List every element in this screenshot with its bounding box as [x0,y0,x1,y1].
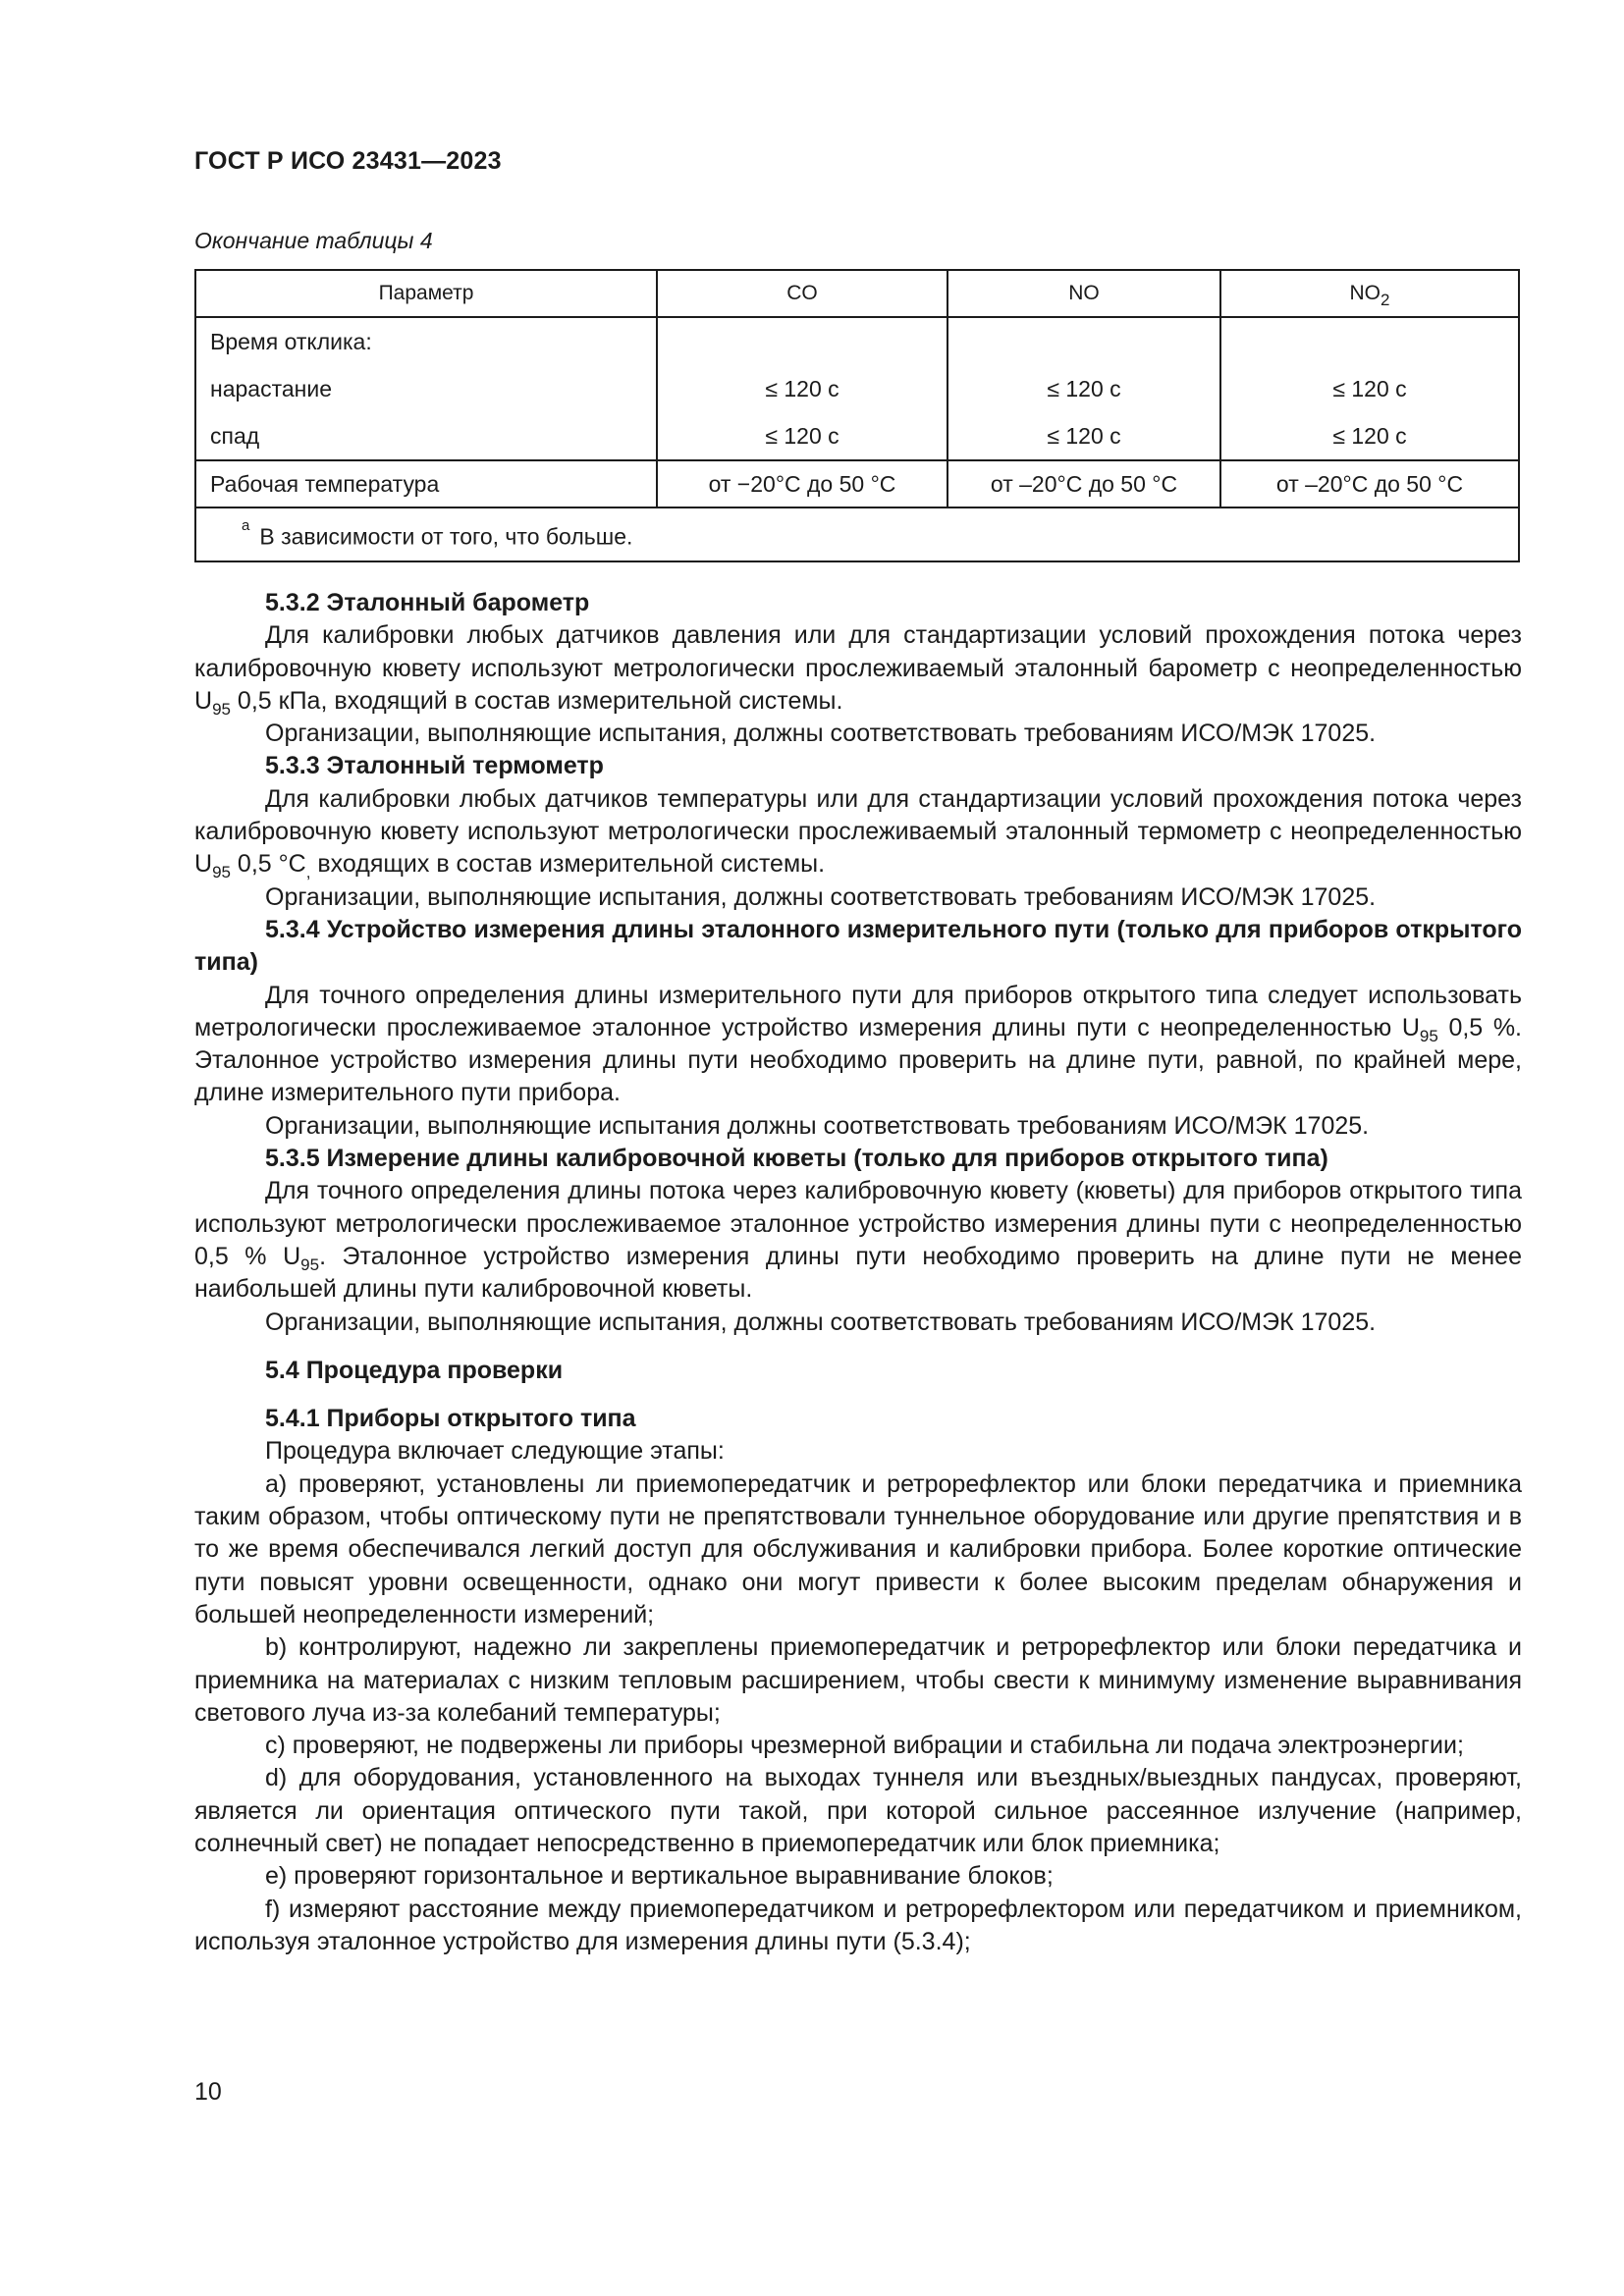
response-label: Время отклика: [210,329,372,354]
paragraph-5-3-2-2: Организации, выполняющие испытания, должны соответствовать требованиям ИСО/МЭК 17025. [265,720,1377,748]
co-fall-value: ≤ 120 с [765,423,839,449]
page-number: 10 [194,2078,222,2106]
paragraph-5-3-5-1: Для точного определения длины потока через калибровочную кювету (кюветы) для приборов открытого типа используют метрологически прослеживаемое эталонное устройство измерения длины пути с неопределенностью 0,5 % $U_{95}$. Эталонное устройство измерения длины пути необходимо проверить на длине пути не менее наибольшей длины пути калибровочной кюветы. [194,1177,1522,1304]
heading-5-4-1: 5.4.1 Приборы открытого типа [265,1405,636,1433]
paragraph-5-4-1-intro: Процедура включает следующие этапы: [265,1437,725,1466]
list-item-e: е) проверяют горизонтальное и вертикальное выравнивание блоков; [265,1862,1054,1891]
response-rise-label: нарастание [210,376,332,401]
response-fall-label: спад [210,423,260,449]
no2-rise-value: ≤ 120 с [1332,376,1407,401]
column-header-co: CO [657,270,947,317]
operating-no2-value: от –20°С до 50 °С [1220,460,1519,507]
no-fall-value: ≤ 120 с [1047,423,1121,449]
no2-label: NO [1349,282,1381,304]
list-item-f: f) измеряют расстояние между приемопередатчиком и ретрорефлектором или передатчиком и приемником, используя эталонное устройство для измерения длины пути (5.3.4); [194,1895,1522,1955]
footnote-mark: а [242,517,250,534]
no-rise-value: ≤ 120 с [1047,376,1121,401]
paragraph-5-3-4-2: Организации, выполняющие испытания должны соответствовать требованиям ИСО/МЭК 17025. [265,1111,1370,1140]
list-item-c: с) проверяют, не подвержены ли приборы чрезмерной вибрации и стабильна ли подача электроэнергии; [265,1732,1464,1760]
document-body [194,587,1522,1958]
column-header-no: NO [947,270,1220,317]
response-co-cell [657,317,947,460]
column-header-no2 [1220,270,1519,317]
no2-subscript: 2 [1380,291,1390,309]
list-item-a: а) проверяют, установлены ли приемопередатчик и ретрорефлектор или блоки передатчика и приемника таким образом, чтобы оптическому пути не препятствовали туннельное оборудование или другие препятствия и в то же время обеспечивался легкий доступ для обслуживания и калибровки прибора. Более короткие оптические пути повысят уровни освещенности, однако они могут привести к более высоким пределам обнаружения и большей неопределенности измерений; [194,1469,1522,1629]
list-item-d: d) для оборудования, установленного на выходах туннеля или въездных/выездных пандусах, проверяют, является ли ориентация оптического пути такой, при которой сильное рассеянное излучение (например, солнечный свет) не попадает непосредственно в приемопередатчик или блок приемника; [194,1764,1522,1857]
table-caption: Окончание таблицы 4 [194,228,433,253]
operating-label: Рабочая температура [195,460,657,507]
heading-5-3-4: 5.3.4 Устройство измерения длины эталонного измерительного пути (только для приборов открытого типа) [194,915,1522,977]
heading-5-4: 5.4 Процедура проверки [265,1356,564,1384]
operating-no-value: от –20°С до 50 °С [947,460,1220,507]
heading-5-3-2: 5.3.2 Эталонный барометр [265,589,590,616]
footnote-text: В зависимости от того, что больше. [259,523,633,550]
operating-co-value: от −20°С до 50 °С [657,460,947,507]
response-no2-cell [1220,317,1519,460]
list-item-b: b) контролируют, надежно ли закреплены приемопередатчик и ретрорефлектор или блоки передатчика и приемника на материалах с низким тепловым расширением, чтобы свести к минимуму изменение выравнивания светового луча из-за колебаний температуры; [194,1633,1522,1727]
paragraph-5-3-2-1: Для калибровки любых датчиков давления или для стандартизации условий прохождения потока через калибровочную кювету используют метрологически прослеживаемый эталонный барометр с неопределенностью $U_{95}$ 0,5 кПа, входящий в состав измерительной системы. [194,621,1522,719]
parameters-table [194,269,1520,562]
paragraph-5-3-3-1: Для калибровки любых датчиков температуры или для стандартизации условий прохождения потока через калибровочную кювету используют метрологически прослеживаемый эталонный термометр с неопределенностью $U_{95}$ 0,5 $^\circ С_,$ входящих в состав измерительной системы. [194,784,1522,882]
no2-fall-value: ≤ 120 с [1332,423,1407,449]
paragraph-5-3-5-2: Организации, выполняющие испытания, должны соответствовать требованиям ИСО/МЭК 17025. [265,1308,1377,1336]
response-no-cell [947,317,1220,460]
column-header-param: Параметр [195,270,657,317]
table-row-response-time [195,317,1519,460]
response-param-cell [195,317,657,460]
table-header-row [195,270,1519,317]
paragraph-5-3-4-1: Для точного определения длины измерительного пути для приборов открытого типа следует использовать метрологически прослеживаемое эталонное устройство измерения длины пути с неопределенностью $U_{95}$ 0,5 %. Эталонное устройство измерения длины пути необходимо проверить на длине пути, равной, по крайней мере, длине измерительного пути прибора. [194,981,1522,1107]
co-rise-value: ≤ 120 с [765,376,839,401]
table-row-operating-temperature [195,460,1519,507]
heading-5-3-3: 5.3.3 Эталонный термометр [265,752,604,780]
heading-5-3-5: 5.3.5 Измерение длины калибровочной кюветы (только для приборов открытого типа) [265,1145,1328,1173]
paragraph-5-3-3-2: Организации, выполняющие испытания, должны соответствовать требованиям ИСО/МЭК 17025. [265,882,1377,911]
standard-header: ГОСТ Р ИСО 23431—2023 [194,147,502,175]
table-footnote-row [195,507,1519,561]
table-footnote [195,507,1519,561]
